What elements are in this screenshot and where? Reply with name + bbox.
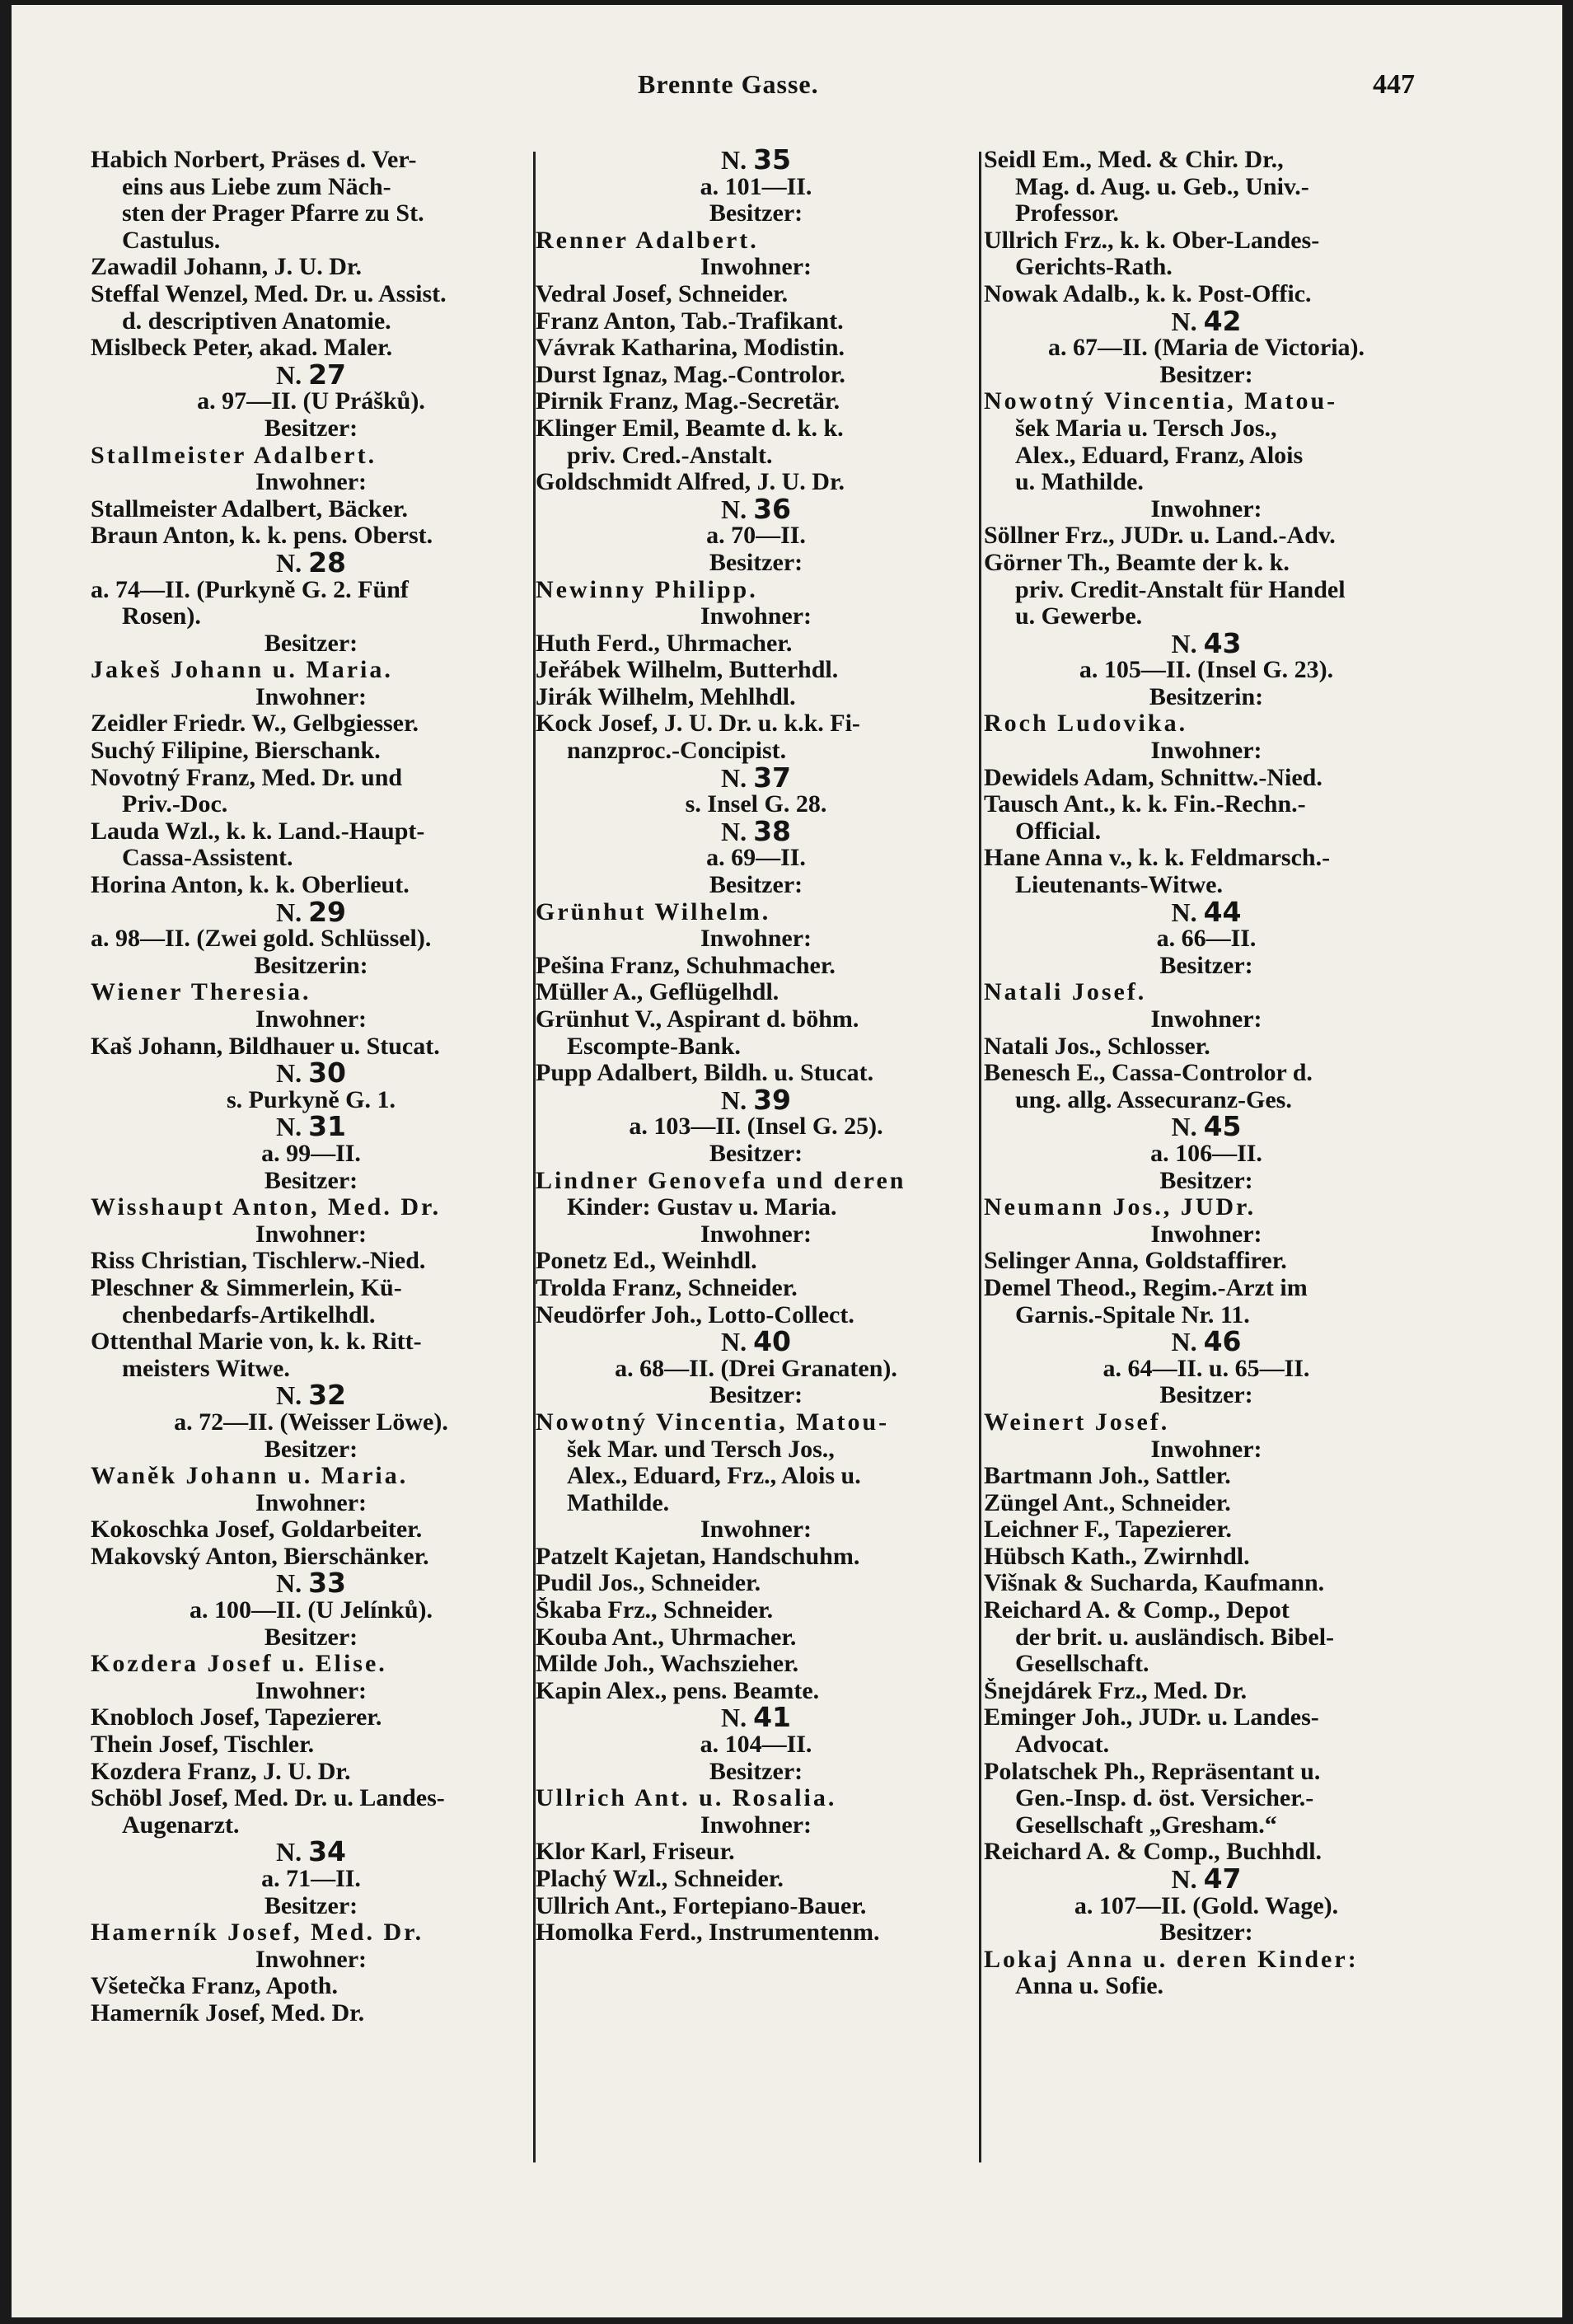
page-title: Brennte Gasse.	[638, 69, 819, 99]
directory-line: a. 72—II. (Weisser Löwe).	[174, 1408, 448, 1436]
house-number-heading	[984, 308, 1429, 335]
directory-line: Ullrich Ant., Fortepiano-Bauer.	[536, 1892, 867, 1919]
directory-line: Braun Anton, k. k. pens. Oberst.	[91, 522, 433, 550]
directory-line: Milde Joh., Wachszieher.	[536, 1651, 799, 1678]
directory-line: Vávrak Katharina, Modistin.	[536, 335, 845, 362]
directory-line: Gerichts-Rath.	[1015, 254, 1173, 281]
directory-line: Knobloch Josef, Tapezierer.	[91, 1704, 382, 1731]
directory-line: Suchý Filipine, Bierschank.	[91, 738, 381, 765]
directory-line: Advocat.	[1015, 1731, 1110, 1759]
house-number-prefix: N.	[1171, 307, 1204, 335]
house-number-prefix: N.	[1171, 1113, 1204, 1141]
directory-line: Official.	[1015, 818, 1102, 845]
directory-line: Inwohner:	[1150, 1006, 1262, 1033]
house-number-heading	[536, 1328, 976, 1356]
directory-line: Waněk Johann u. Maria.	[91, 1463, 409, 1490]
directory-line: Habich Norbert, Präses d. Ver-	[91, 147, 417, 173]
house-number-prefix: N.	[720, 764, 754, 792]
house-number: 31	[308, 1113, 347, 1141]
house-number-heading	[984, 630, 1429, 658]
directory-line: a. 105—II. (Insel G. 23).	[1079, 657, 1334, 684]
directory-line: s. Insel G. 28.	[685, 791, 827, 818]
house-number-prefix: N.	[720, 1704, 754, 1732]
directory-line: Inwohner:	[255, 1006, 367, 1033]
directory-line: a. 70—II.	[706, 522, 806, 550]
directory-line: Šnejdárek Frz., Med. Dr.	[984, 1677, 1248, 1704]
house-number: 42	[1203, 307, 1242, 335]
directory-line: Inwohner:	[700, 603, 812, 630]
directory-line: Jeřábek Wilhelm, Butterhdl.	[536, 657, 839, 684]
house-number-heading	[91, 1839, 531, 1866]
directory-line: Huth Ferd., Uhrmacher.	[536, 630, 793, 657]
directory-line: Kozdera Josef u. Elise.	[91, 1651, 387, 1678]
directory-line: Inwohner:	[1150, 1436, 1262, 1463]
directory-line: Kouba Ant., Uhrmacher.	[536, 1624, 797, 1651]
directory-line: a. 68—II. (Drei Granaten).	[615, 1355, 897, 1382]
directory-line: Zeidler Friedr. W., Gelbgiesser.	[91, 710, 419, 738]
directory-line: a. 99—II.	[261, 1140, 361, 1167]
house-number-heading	[91, 1060, 531, 1087]
directory-line: Lokaj Anna u. deren Kinder:	[984, 1946, 1359, 1973]
house-number: 30	[308, 1060, 347, 1087]
directory-line: a. 101—II.	[700, 173, 812, 200]
house-number: 45	[1203, 1113, 1242, 1141]
directory-line: Zawadil Johann, J. U. Dr.	[91, 254, 362, 281]
house-number: 32	[308, 1382, 347, 1409]
house-number: 35	[753, 147, 792, 174]
column-left	[91, 147, 531, 2027]
directory-line: Pešina Franz, Schuhmacher.	[536, 952, 836, 979]
directory-line: Wisshaupt Anton, Med. Dr.	[91, 1194, 442, 1221]
directory-line: u. Gewerbe.	[1015, 603, 1143, 630]
house-number: 41	[753, 1704, 792, 1732]
directory-line: priv. Cred.-Anstalt.	[567, 442, 773, 469]
house-number-prefix: N.	[1171, 1866, 1204, 1893]
house-number-heading	[984, 1866, 1429, 1893]
house-number: 47	[1203, 1866, 1242, 1893]
directory-line: Nowotný Vincentia, Matou-	[984, 388, 1338, 415]
directory-line: Inwohner:	[1150, 495, 1262, 522]
directory-line: Selinger Anna, Goldstaffirer.	[984, 1248, 1287, 1275]
directory-line: Hamerník Josef, Med. Dr.	[91, 1919, 424, 1947]
directory-line: a. 66—II.	[1156, 925, 1257, 953]
house-number-prefix: N.	[275, 1570, 309, 1598]
directory-line: a. 67—II. (Maria de Victoria).	[1047, 335, 1365, 362]
directory-line: Pleschner & Simmerlein, Kü-	[91, 1274, 402, 1301]
directory-line: Besitzer:	[1159, 952, 1253, 979]
directory-line: Rosen).	[122, 603, 201, 630]
house-number: 38	[753, 818, 792, 846]
directory-line: Demel Theod., Regim.-Arzt im	[984, 1274, 1308, 1301]
directory-line: Horina Anton, k. k. Oberlieut.	[91, 872, 410, 899]
directory-line: chenbedarfs-Artikelhdl.	[122, 1301, 376, 1328]
directory-line: a. 98—II. (Zwei gold. Schlüssel).	[91, 925, 432, 953]
directory-line: Dewidels Adam, Schnittw.-Nied.	[984, 764, 1323, 791]
directory-line: Alex., Eduard, Frz., Alois u.	[567, 1463, 861, 1490]
directory-line: a. 71—II.	[261, 1866, 361, 1892]
directory-line: Besitzer:	[709, 200, 803, 227]
directory-line: a. 104—II.	[700, 1731, 812, 1759]
house-number-prefix: N.	[720, 818, 754, 846]
directory-line: Stallmeister Adalbert, Bäcker.	[91, 495, 408, 522]
directory-line: Besitzer:	[264, 1624, 358, 1651]
directory-line: Jakeš Johann u. Maria.	[91, 657, 393, 684]
directory-line: Ponetz Ed., Weinhdl.	[536, 1248, 757, 1275]
directory-line: Pudil Jos., Schneider.	[536, 1570, 761, 1597]
directory-line: Besitzer:	[1159, 1919, 1253, 1947]
directory-line: Klinger Emil, Beamte d. k. k.	[536, 415, 844, 442]
directory-line: Ullrich Frz., k. k. Ober-Landes-	[984, 227, 1320, 254]
directory-line: Benesch E., Cassa-Controlor d.	[984, 1060, 1313, 1087]
directory-line: Gesellschaft „Gresham.“	[1015, 1811, 1277, 1839]
house-number: 44	[1203, 898, 1242, 926]
house-number: 39	[753, 1086, 792, 1114]
directory-line: Cassa-Assistent.	[122, 845, 293, 872]
directory-line: Besitzer:	[264, 415, 358, 442]
directory-line: Hamerník Josef, Med. Dr.	[91, 1999, 365, 2026]
directory-line: Besitzer:	[709, 549, 803, 576]
directory-line: Inwohner:	[255, 1677, 367, 1704]
directory-line: der brit. u. ausländisch. Bibel-	[1015, 1624, 1335, 1651]
house-number-prefix: N.	[275, 1382, 309, 1409]
directory-line: Besitzer:	[264, 1436, 358, 1463]
directory-line: Gen.-Insp. d. öst. Versicher.-	[1015, 1785, 1314, 1812]
column-middle	[536, 147, 976, 1947]
directory-line: s. Purkyně G. 1.	[226, 1086, 396, 1113]
house-number-heading	[536, 1087, 976, 1114]
directory-line: Alex., Eduard, Franz, Alois	[1015, 442, 1304, 469]
directory-line: Goldschmidt Alfred, J. U. Dr.	[536, 469, 845, 496]
house-number: 29	[308, 898, 347, 926]
directory-line: Ottenthal Marie von, k. k. Ritt-	[91, 1328, 422, 1356]
directory-line: Inwohner:	[700, 925, 812, 953]
directory-line: Müller A., Geflügelhdl.	[536, 979, 779, 1006]
directory-line: Bartmann Joh., Sattler.	[984, 1463, 1231, 1490]
directory-line: a. 74—II. (Purkyně G. 2. Fünf	[91, 576, 409, 603]
directory-line: šek Maria u. Tersch Jos.,	[1015, 415, 1277, 442]
directory-line: u. Mathilde.	[1015, 469, 1144, 496]
directory-line: Makovský Anton, Bierschänker.	[91, 1543, 429, 1570]
directory-line: Besitzer:	[709, 872, 803, 899]
directory-line: Eminger Joh., JUDr. u. Landes-	[984, 1704, 1319, 1731]
house-number-heading	[536, 147, 976, 174]
directory-line: Neumann Jos., JUDr.	[984, 1194, 1257, 1221]
house-number-heading	[984, 1113, 1429, 1141]
directory-line: Besitzer:	[709, 1758, 803, 1785]
directory-line: a. 103—II. (Insel G. 25).	[629, 1113, 883, 1141]
house-number-prefix: N.	[720, 1086, 754, 1114]
house-number-prefix: N.	[275, 361, 309, 389]
directory-line: Natali Josef.	[984, 979, 1147, 1006]
directory-line: Steffal Wenzel, Med. Dr. u. Assist.	[91, 280, 447, 307]
directory-line: a. 107—II. (Gold. Wage).	[1074, 1892, 1339, 1919]
directory-page	[12, 5, 1562, 2317]
directory-line: Pirnik Franz, Mag.-Secretär.	[536, 388, 840, 415]
directory-line: Stallmeister Adalbert.	[91, 442, 377, 469]
directory-line: a. 69—II.	[706, 845, 806, 872]
directory-line: Durst Ignaz, Mag.-Controlor.	[536, 361, 845, 388]
house-number-heading	[984, 1328, 1429, 1356]
directory-line: Lieutenants-Witwe.	[1015, 872, 1223, 899]
directory-line: d. descriptiven Anatomie.	[122, 307, 391, 335]
directory-line: a. 100—II. (U Jelínků).	[189, 1597, 433, 1624]
directory-line: Trolda Franz, Schneider.	[536, 1274, 798, 1301]
directory-line: Ullrich Ant. u. Rosalia.	[536, 1785, 837, 1812]
directory-line: Kokoschka Josef, Goldarbeiter.	[91, 1516, 423, 1544]
directory-line: Söllner Frz., JUDr. u. Land.-Adv.	[984, 522, 1336, 550]
house-number: 34	[308, 1839, 347, 1866]
house-number-heading	[536, 496, 976, 523]
directory-line: Castulus.	[122, 227, 221, 254]
directory-line: Inwohner:	[255, 469, 367, 496]
directory-line: Besitzer:	[1159, 361, 1253, 388]
directory-line: Mislbeck Peter, akad. Maler.	[91, 335, 393, 362]
house-number-prefix: N.	[275, 898, 309, 926]
directory-line: Novotný Franz, Med. Dr. und	[91, 764, 403, 791]
directory-line: Kozdera Franz, J. U. Dr.	[91, 1758, 351, 1785]
directory-line: Nowak Adalb., k. k. Post-Offic.	[984, 280, 1312, 307]
directory-line: Inwohner:	[700, 1811, 812, 1839]
directory-line: Jirák Wilhelm, Mehlhdl.	[536, 683, 796, 710]
house-number-prefix: N.	[720, 147, 754, 174]
directory-line: Professor.	[1015, 200, 1119, 227]
directory-line: Thein Josef, Tischler.	[91, 1731, 315, 1759]
directory-line: Inwohner:	[700, 254, 812, 281]
house-number: 40	[753, 1328, 792, 1356]
directory-line: sten der Prager Pfarre zu St.	[122, 200, 424, 227]
directory-line: Besitzer:	[709, 1382, 803, 1409]
directory-line: Inwohner:	[255, 1489, 367, 1516]
directory-line: meisters Witwe.	[122, 1355, 290, 1382]
directory-line: Grünhut Wilhelm.	[536, 898, 771, 925]
directory-line: Pupp Adalbert, Bildh. u. Stucat.	[536, 1060, 874, 1087]
directory-line: šek Mar. und Tersch Jos.,	[567, 1436, 835, 1463]
directory-line: Renner Adalbert.	[536, 227, 759, 254]
directory-line: Hane Anna v., k. k. Feldmarsch.-	[984, 845, 1331, 872]
directory-line: Besitzerin:	[1149, 683, 1264, 710]
house-number-prefix: N.	[1171, 898, 1204, 926]
directory-line: ung. allg. Assecuranz-Ges.	[1015, 1086, 1292, 1113]
house-number-prefix: N.	[720, 1328, 754, 1356]
house-number-heading	[91, 362, 531, 389]
directory-line: Mag. d. Aug. u. Geb., Univ.-	[1015, 173, 1309, 200]
house-number-prefix: N.	[275, 1060, 309, 1087]
house-number: 37	[753, 764, 792, 792]
directory-line: Inwohner:	[255, 683, 367, 710]
directory-line: Všetečka Franz, Apoth.	[91, 1973, 338, 2000]
directory-line: Wiener Theresia.	[91, 979, 311, 1006]
house-number-prefix: N.	[275, 1113, 309, 1141]
directory-line: Lauda Wzl., k. k. Land.-Haupt-	[91, 818, 425, 845]
directory-line: Schöbl Josef, Med. Dr. u. Landes-	[91, 1785, 445, 1812]
house-number-heading	[91, 1113, 531, 1141]
directory-line: Kinder: Gustav u. Maria.	[567, 1194, 837, 1221]
directory-line: Besitzer:	[264, 630, 358, 657]
directory-line: Tausch Ant., k. k. Fin.-Rechn.-	[984, 791, 1306, 818]
directory-line: a. 97—II. (U Prášků).	[197, 388, 425, 415]
directory-line: a. 64—II. u. 65—II.	[1103, 1355, 1310, 1382]
house-number-heading	[984, 899, 1429, 926]
house-number: 33	[308, 1570, 347, 1598]
directory-line: Priv.-Doc.	[122, 791, 228, 818]
directory-line: Kaš Johann, Bildhauer u. Stucat.	[91, 1033, 440, 1060]
house-number-prefix: N.	[275, 549, 309, 577]
house-number-prefix: N.	[1171, 1328, 1204, 1356]
directory-line: Newinny Philipp.	[536, 576, 758, 603]
directory-line: Roch Ludovika.	[984, 710, 1188, 738]
directory-line: Augenarzt.	[122, 1811, 240, 1839]
house-number-heading	[91, 1382, 531, 1409]
directory-line: Nowotný Vincentia, Matou-	[536, 1408, 890, 1436]
directory-line: Inwohner:	[700, 1221, 812, 1248]
directory-line: Plachý Wzl., Schneider.	[536, 1866, 784, 1892]
column-divider	[979, 152, 981, 2162]
directory-line: Garnis.-Spitale Nr. 11.	[1015, 1301, 1250, 1328]
house-number: 28	[308, 549, 347, 577]
directory-line: Vedral Josef, Schneider.	[536, 280, 789, 307]
directory-line: Višnak & Sucharda, Kaufmann.	[984, 1570, 1325, 1597]
directory-line: Franz Anton, Tab.-Trafikant.	[536, 307, 844, 335]
house-number-prefix: N.	[720, 495, 754, 523]
directory-line: priv. Credit-Anstalt für Handel	[1015, 576, 1346, 603]
directory-line: Besitzerin:	[254, 952, 368, 979]
house-number-heading	[91, 1570, 531, 1597]
page-number: 447	[1373, 69, 1415, 100]
house-number: 27	[308, 361, 347, 389]
directory-line: Riss Christian, Tischlerw.-Nied.	[91, 1248, 426, 1275]
directory-line: Seidl Em., Med. & Chir. Dr.,	[984, 147, 1284, 173]
directory-line: Besitzer:	[264, 1167, 358, 1194]
directory-line: eins aus Liebe zum Näch-	[122, 173, 391, 200]
house-number-heading	[91, 899, 531, 926]
house-number: 46	[1203, 1328, 1242, 1356]
directory-line: Hübsch Kath., Zwirnhdl.	[984, 1543, 1250, 1570]
directory-line: Inwohner:	[1150, 1221, 1262, 1248]
directory-line: Klor Karl, Friseur.	[536, 1839, 735, 1866]
column-right	[984, 147, 1429, 2000]
house-number-prefix: N.	[275, 1839, 309, 1866]
directory-line: Polatschek Ph., Repräsentant u.	[984, 1758, 1321, 1785]
house-number: 36	[753, 495, 792, 523]
directory-line: nanzproc.-Concipist.	[567, 738, 787, 765]
directory-line: Homolka Ferd., Instrumentenm.	[536, 1919, 880, 1947]
directory-line: Grünhut V., Aspirant d. böhm.	[536, 1006, 859, 1033]
directory-line: Lindner Genovefa und deren	[536, 1167, 906, 1194]
directory-line: Reichard A. & Comp., Depot	[984, 1597, 1290, 1624]
directory-line: Görner Th., Beamte der k. k.	[984, 549, 1290, 576]
directory-line: Besitzer:	[1159, 1167, 1253, 1194]
directory-line: Anna u. Sofie.	[1015, 1973, 1164, 2000]
house-number-heading	[536, 765, 976, 792]
directory-line: Patzelt Kajetan, Handschuhm.	[536, 1543, 860, 1570]
directory-line: Escompte-Bank.	[567, 1033, 741, 1060]
directory-line: Inwohner:	[1150, 738, 1262, 765]
house-number-heading	[536, 818, 976, 846]
directory-line: Züngel Ant., Schneider.	[984, 1489, 1231, 1516]
directory-line: Gesellschaft.	[1015, 1651, 1149, 1678]
directory-line: Besitzer:	[709, 1140, 803, 1167]
directory-line: Kapin Alex., pens. Beamte.	[536, 1677, 820, 1704]
house-number-heading	[91, 550, 531, 577]
directory-line: Leichner F., Tapezierer.	[984, 1516, 1232, 1544]
house-number: 43	[1203, 630, 1242, 658]
directory-line: Inwohner:	[255, 1221, 367, 1248]
house-number-prefix: N.	[1171, 630, 1204, 658]
directory-line: Besitzer:	[264, 1892, 358, 1919]
directory-line: Reichard A. & Comp., Buchhdl.	[984, 1839, 1323, 1866]
directory-line: Kock Josef, J. U. Dr. u. k.k. Fi-	[536, 710, 860, 738]
directory-line: Neudörfer Joh., Lotto-Collect.	[536, 1301, 854, 1328]
directory-line: Inwohner:	[255, 1946, 367, 1973]
directory-line: a. 106—II.	[1150, 1140, 1262, 1167]
directory-line: Škaba Frz., Schneider.	[536, 1597, 774, 1624]
directory-line: Inwohner:	[700, 1516, 812, 1544]
directory-line: Weinert Josef.	[984, 1408, 1170, 1436]
page-header	[12, 69, 1562, 110]
house-number-heading	[536, 1704, 976, 1731]
directory-line: Mathilde.	[567, 1489, 670, 1516]
directory-line: Besitzer:	[1159, 1382, 1253, 1409]
directory-line: Natali Jos., Schlosser.	[984, 1033, 1210, 1060]
